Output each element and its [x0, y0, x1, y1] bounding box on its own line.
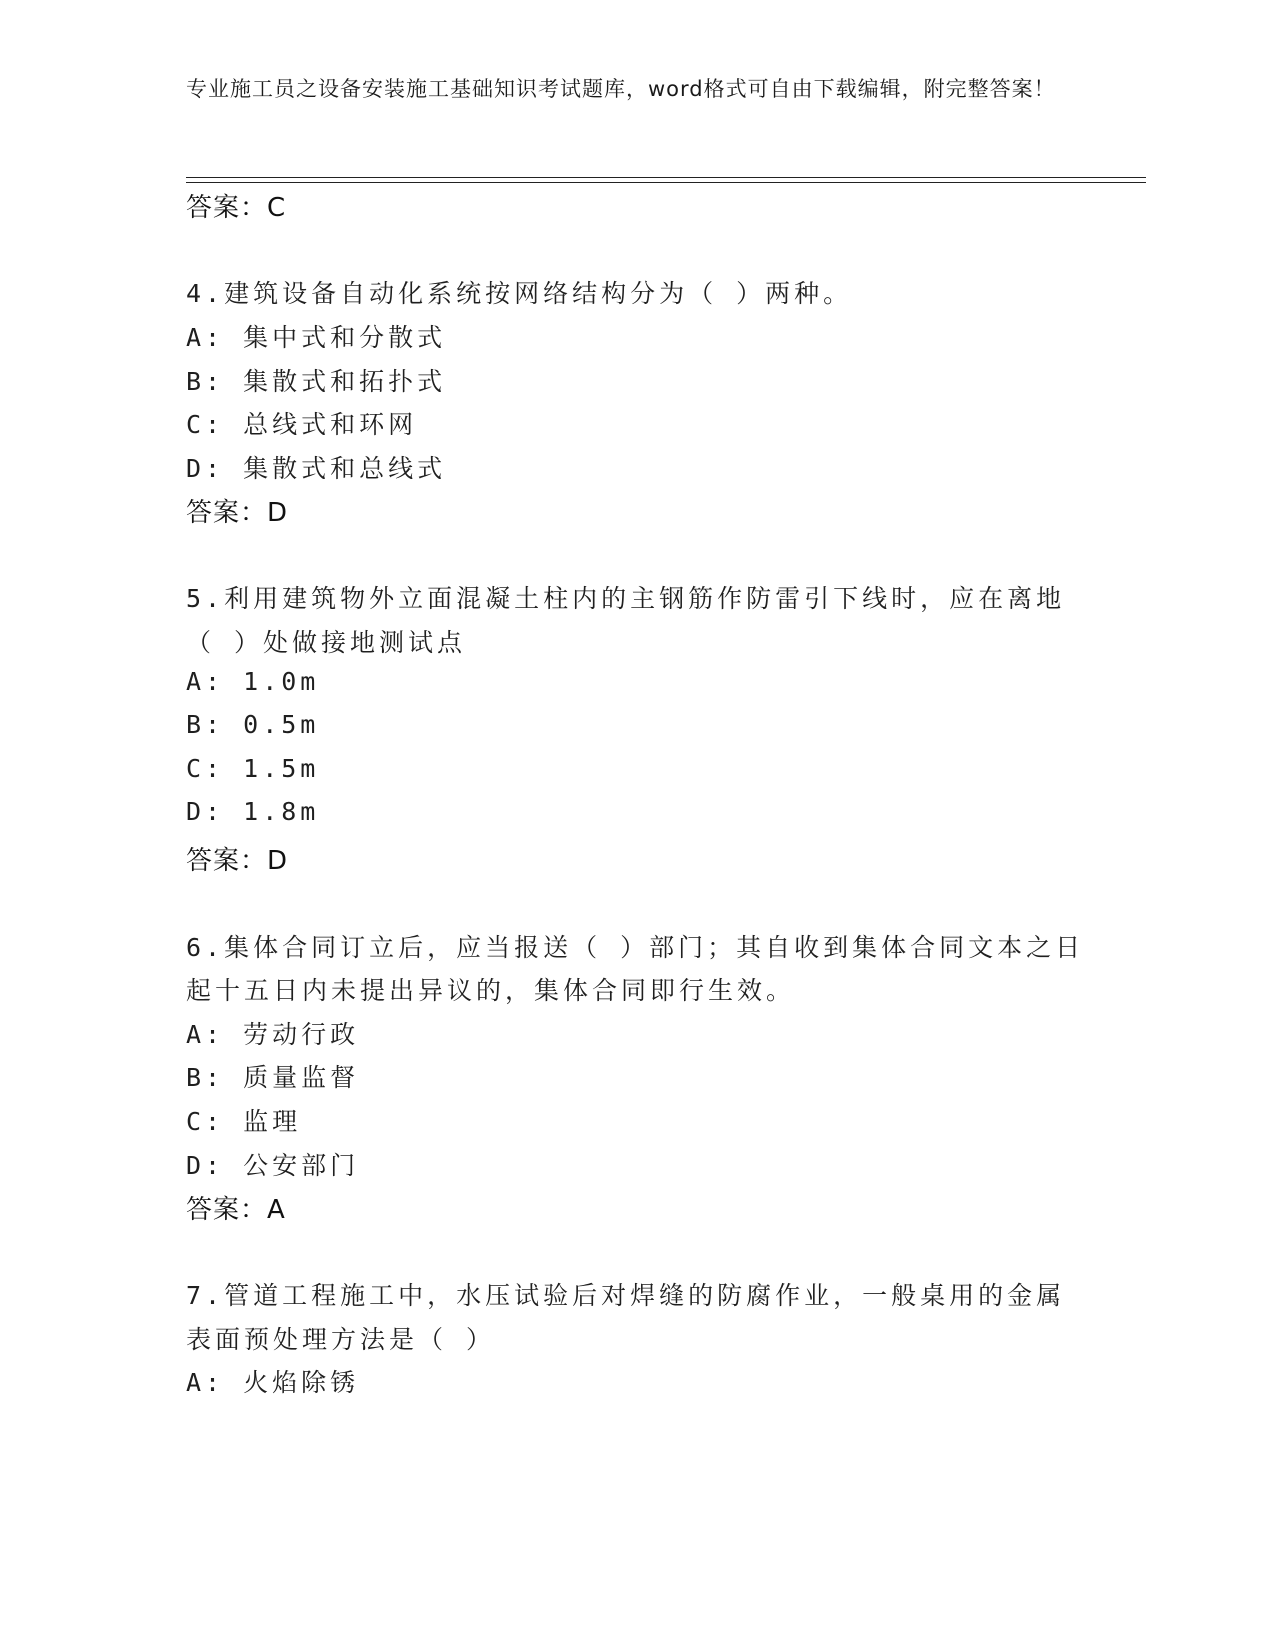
answer-prev: 答案：C — [186, 193, 287, 223]
q5-answer: 答案：D — [186, 846, 289, 876]
q5-option-b: B: 0.5m — [186, 710, 320, 739]
question-5-line-1: 5.利用建筑物外立面混凝土柱内的主钢筋作防雷引下线时，应在离地 — [186, 584, 1066, 613]
header-divider-top — [186, 177, 1146, 178]
q4-option-a: A: 集中式和分散式 — [186, 323, 447, 352]
q4-option-c: C: 总线式和环网 — [186, 410, 418, 439]
q6-answer: 答案：A — [186, 1195, 286, 1225]
question-7-line-2: 表面预处理方法是（ ） — [186, 1325, 496, 1354]
q6-option-b: B: 质量监督 — [186, 1063, 360, 1092]
q5-option-d: D: 1.8m — [186, 797, 320, 826]
q4-answer: 答案：D — [186, 498, 289, 528]
q6-option-d: D: 公安部门 — [186, 1151, 360, 1180]
question-5-line-2: （ ）处做接地测试点 — [186, 628, 467, 657]
q6-option-c: C: 监理 — [186, 1107, 302, 1136]
question-4: 4.建筑设备自动化系统按网络结构分为（ ）两种。 — [186, 279, 853, 308]
q5-option-a: A: 1.0m — [186, 667, 320, 696]
q6-option-a: A: 劳动行政 — [186, 1020, 360, 1049]
question-6-line-2: 起十五日内未提出异议的，集体合同即行生效。 — [186, 976, 796, 1005]
q5-option-c: C: 1.5m — [186, 754, 320, 783]
document-intro: 专业施工员之设备安装施工基础知识考试题库，word格式可自由下载编辑，附完整答案！ — [186, 77, 1056, 101]
question-7-line-1: 7.管道工程施工中，水压试验后对焊缝的防腐作业，一般桌用的金属 — [186, 1281, 1066, 1310]
q4-option-b: B: 集散式和拓扑式 — [186, 367, 447, 396]
question-6-line-1: 6.集体合同订立后，应当报送（ ）部门；其自收到集体合同文本之日 — [186, 933, 1085, 962]
q4-option-d: D: 集散式和总线式 — [186, 454, 447, 483]
header-divider-bottom — [186, 182, 1146, 183]
q7-option-a: A: 火焰除锈 — [186, 1368, 360, 1397]
